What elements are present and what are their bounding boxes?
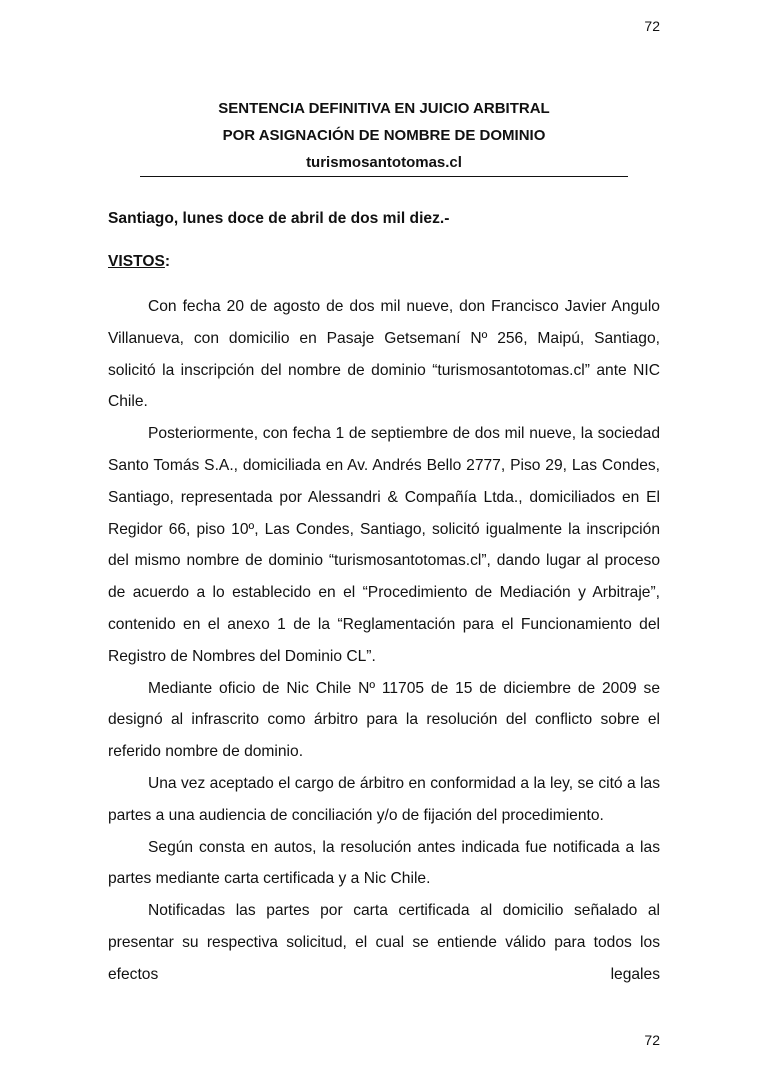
title-line-2: POR ASIGNACIÓN DE NOMBRE DE DOMINIO: [222, 127, 546, 144]
paragraph: Posteriormente, con fecha 1 de septiembre de dos mil nueve, la sociedad Santo Tomás S.A., domiciliada en Av. Andrés Bello 2777, Piso 29, Las Condes, Santiago, representada por Alessandri & Compañía Ltda., domiciliados en El Regidor 66, piso 10º, Las Condes, Santiago, solicitó igualmente la inscripción del mismo nombre de dominio “turismosantotomas.cl”, dando lugar al proceso de acuerdo a lo establecido en el “Procedimiento de Mediación y Arbitraje”, contenido en el anexo 1 de la “Reglamentación para el Funcionamiento del Registro de Nombres del Dominio CL”.: [108, 425, 660, 665]
section-heading: [108, 252, 660, 272]
body-text: [108, 291, 660, 991]
paragraph: Notificadas las partes por carta certificada al domicilio señalado al presentar su respectiva solicitud, el cual se entiende válido para todos los efectos legales: [108, 902, 660, 983]
paragraph: Mediante oficio de Nic Chile Nº 11705 de 15 de diciembre de 2009 se designó al infrascrito como árbitro para la resolución del conflicto sobre el referido nombre de dominio.: [108, 679, 660, 761]
paragraph: Con fecha 20 de agosto de dos mil nueve, don Francisco Javier Angulo Villanueva, con domicilio en Pasaje Getsemaní Nº 256, Maipú, Santiago, solicitó la inscripción del nombre de dominio “turismosantotomas.cl” ante NIC Chile.: [108, 298, 660, 411]
section-heading-colon: :: [164, 253, 171, 270]
page-number-bottom: 72: [644, 1031, 660, 1048]
paragraph: Una vez aceptado el cargo de árbitro en conformidad a la ley, se citó a las partes a una audiencia de conciliación y/o de fijación del procedimiento.: [108, 774, 660, 824]
domain-name-title: turismosantotomas.cl: [306, 154, 462, 171]
title-underline: [140, 176, 628, 177]
page-number-top: 72: [644, 18, 660, 34]
date-line: Santiago, lunes doce de abril de dos mil diez.-: [108, 210, 450, 227]
paragraph: Según consta en autos, la resolución antes indicada fue notificada a las partes mediante carta certificada y a Nic Chile.: [108, 838, 660, 888]
section-heading-text: VISTOS: [108, 253, 165, 270]
title-line-1: SENTENCIA DEFINITIVA EN JUICIO ARBITRAL: [218, 100, 550, 117]
